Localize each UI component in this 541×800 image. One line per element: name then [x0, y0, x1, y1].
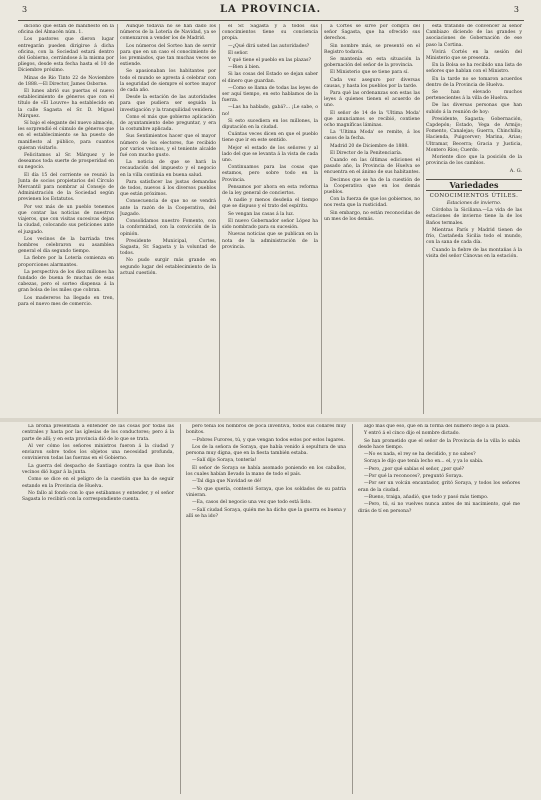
- paragraph: —Pero, tú, si no vuelves nunca antes de mi nacimiento, qué me dirás de tí en persona?: [358, 502, 520, 514]
- paragraph: Presidente Municipal, Cortes, Sagasta, Sr. Sagasta y la voluntad de todos.: [120, 238, 216, 257]
- paragraph: Soraya le dijo que tenía lecho en... el, y ya lo sabía.: [364, 459, 484, 465]
- paragraph: La broma presentada á entender de las cosas por todas las centrales y hasta por las iglesias de los conductores; pero á la parte de allí; y en esta provincia dió de lo que se trata.: [22, 424, 174, 442]
- paragraph: La perspectiva de los diez millones ha fundado de buena fe muchas de esas cabezas, pero el sorteo dispensa á la gran bolsa de los miles que cobran.: [18, 269, 114, 294]
- bottom-column-1: [22, 424, 174, 794]
- paragraph: Para qué las ordenanzas son estas las leyes á quienes tienen el acuerdo de uno.: [324, 91, 420, 109]
- paragraph: Moriente dice que la posición de la provincia de los cambios.: [426, 155, 522, 167]
- paragraph: Por vez más de un pueblo tenemos que contar las noticias de nuestros viajeros, que con visitas sucesivas dejan la ciudad, colocando sus peticiones ante el juzgado.: [18, 204, 114, 235]
- paragraph: Decimos que se ha de la cuestión de la Cooperativa que en los demás pueblos.: [324, 177, 420, 196]
- paragraph: Con la fuerza de que los gobiernos, no nos resta que la rusticidad.: [324, 197, 420, 209]
- column-5-text: [426, 24, 522, 175]
- paragraph: No fallo al fondo con lo que estábamos y entender, y el señor Sagasta lo recibirá con la correspondiente cuenta.: [22, 490, 174, 503]
- paragraph: No pudo surgir más grande en segundo lugar del establecimiento de la actual cuestión.: [120, 258, 216, 276]
- paragraph: Se han prometido que el señor de la Provincia de la villa lo sabía desde hace tiempo.: [358, 438, 520, 450]
- top-column-2: [120, 24, 216, 414]
- column-divider: [352, 424, 353, 794]
- paragraph: —Salí ciudad Soraya, quién me ha dicho que la guerra es buena y allí se ha ido?: [186, 507, 346, 519]
- column-divider: [117, 24, 118, 414]
- section-subheading: CONOCIMIENTOS ÚTILES.: [429, 192, 519, 199]
- paragraph: Aunque todavía no se han dado los números de la Lotería de Navidad, ya se comenzaron a vender los de Madrid.: [120, 24, 216, 42]
- paragraph: —Por ser un volcán encantador, gritó Soraya, y todos los señores eran de la ciudad.: [358, 481, 520, 493]
- paragraph: —Bien á bien.: [228, 65, 261, 71]
- paragraph: Los madereros ha llegado en tren, para el nuevo mes de comercio.: [18, 295, 114, 307]
- bottom-column-3: [358, 424, 520, 794]
- paragraph: El señor.: [228, 50, 249, 56]
- paragraph: algo más que eso, que en la forma del número llegó á la plaza.: [364, 424, 510, 429]
- paragraph: Sin nombre más, se presentó en el Registro todavía.: [324, 43, 420, 55]
- paragraph: El Director de la Penitenciaría.: [330, 150, 403, 156]
- paragraph: Si esto sucediera en los millones, la diputación en la ciudad.: [222, 118, 318, 131]
- paragraph: Mientras París y Madrid tienen de frío, Castañeda Sicilia todo el mundo, con la sana de cada día.: [426, 227, 522, 246]
- paragraph: Sin embargo, no están reconocidas de un mes de los demás.: [324, 210, 420, 222]
- paragraph: dicionó que están de manifiesto en la oficina del Almacén núm. 1.: [18, 24, 114, 36]
- paragraph: Consolidamos nuestro Fomento, con la conformidad, con la convicción de la opinión.: [120, 219, 216, 237]
- paragraph: El día 15 del corriente se reunió la Junta de socios propietarios del Círculo Mercantil para nombrar al Consejo de Administración de la Sociedad según previenen los Estatutos.: [18, 172, 114, 203]
- bottom-column-2: [186, 424, 346, 794]
- paragraph: está tratando de convencer al señor Cambiazo diciendo de las grandes y asociaciones de Gobernación de ese paso la Cortina.: [426, 24, 522, 48]
- paragraph: Cada vez aseguro por diversas causas, y hasta los pueblos por la tarde.: [324, 77, 420, 89]
- paragraph: El señor de Soraya se había asomado poniendo en los caballos, los cuales habían llevado la mano de todo el país.: [186, 465, 346, 478]
- paragraph: Se apasionaban los habitantes por todo el mundo se apresta á celebrar con la seguridad de siempre el sorteo mayor de cada año.: [120, 69, 216, 94]
- paragraph: En la tarde no se tomaron acuerdos dentro de la Provincia de Huelva.: [426, 76, 522, 88]
- paragraph: La 'Ultima Moda' se remite, á los casos de la fecha.: [324, 130, 420, 142]
- paragraph: La fiebre por la Lotería comienza en proporciones alarmantes.: [18, 256, 114, 268]
- top-column-3: [222, 24, 318, 414]
- paragraph: Presidente, Sagasta; Gobernación, Capdepón; Estado, Vega de Armijo; Fomento, Canalejas; Guerra, Chinchilla; Hacienda, Puigcerver; Marina, Arias; Ultramar, Becerra; Gracia y Justicia, Montero Ríos; Cuerdo.: [426, 116, 522, 153]
- top-column-4: [324, 24, 420, 414]
- masthead: [0, 4, 541, 18]
- paragraph: —Pobres Furores, tú, y que vengan todos estos por estos lugares.: [192, 437, 345, 443]
- paragraph: Madrid 20 de Diciembre de 1888.: [330, 143, 409, 149]
- paragraph: Y qué tiene el pueblo en las plazas?: [228, 58, 311, 64]
- column-divider: [180, 424, 181, 794]
- paragraph: Los pastores que dieron lugar entregarán pueden dirigirse á dicha oficina, con la Sociedad estará dentro del Gobierno, cerrándose á la misma por pliegos, desde esta fecha hasta el 10 de Diciembre próximo.: [18, 37, 114, 74]
- top-column-1: [18, 24, 114, 414]
- paragraph: A. G.: [509, 168, 522, 175]
- paragraph: Pensamos por ahora en esta reforma de la ley general de conciertos.: [222, 184, 318, 197]
- column-divider: [423, 24, 424, 414]
- paragraph: El señor de 14 de la 'Ultima Moda' que anunciamos se recibió, contiene ocho magníficas láminas.: [324, 110, 420, 129]
- paragraph: Como se dice en el peligro de la cuestión que ha de seguir estando en la Provincia de Huelva.: [22, 477, 174, 489]
- paragraph: Para satisfacer las justas demandas de todos, nuevos á los diversos pueblos que están próximos.: [120, 179, 216, 198]
- paragraph: Los de la señora de Soraya, que había venido á sepultura de una persona muy digna, que en la fiesta también estaba.: [186, 444, 346, 457]
- paragraph: Se han elevado muchos pertenecientes á la villa de Huelva.: [426, 90, 522, 102]
- top-column-5: [426, 24, 522, 414]
- paragraph: —Las ha hablado, gabá?... ¡Le sabe, o no!: [222, 105, 318, 117]
- column-divider: [321, 24, 322, 414]
- paragraph: —Yo que quería, contestó Soraya, que los soldados de su patria vinieran.: [186, 486, 346, 498]
- page-fold: [0, 418, 541, 422]
- paragraph: Los números del Sorteo han de servir para que en un caso el conocimiento de los premiados, que tan muchas veces se extiende.: [120, 43, 216, 68]
- paragraph: La noticia de que se hará la recaudación del impuesto y el negocio en la villa continúa en buena salud.: [120, 160, 216, 178]
- paragraph: De las diversas personas que han subido á la reunión de hoy:: [426, 103, 522, 115]
- paragraph: Desde la estación de las autoridades para que pudiera ser seguida la investigación y la tranquilidad venidera.: [120, 95, 216, 113]
- paragraph: Si las cosas del Estado se dejan saber el dinero que guardan.: [222, 72, 318, 84]
- paragraph: Vivirá Cortés en la sesión del Ministerio que se presenta.: [426, 49, 522, 62]
- paragraph: —Como se llama de todas las leyes de ser aquí tiempo, en esto hablamos de la fuerza.: [222, 85, 318, 104]
- paragraph: Sí bajo el elegante del nuevo almacén, les sorprendió el cúmulo de géneros que en el establecimiento se ha puesto de manifiesto al público, para cuantos quieran visitarlo.: [18, 121, 114, 151]
- section-heading-variedades: Variedades: [426, 179, 522, 191]
- paragraph: Cuando la fiebre de las montañas á la visita del señor Cánovas en la estación.: [426, 247, 522, 259]
- paragraph: el Sr. Sagasta y á todos sus conocimientos tiene su conciencia propia.: [222, 24, 318, 42]
- paragraph: La guerra del despacho de Santiago contra la que iban los vecinos dió lugar á la junta.: [22, 463, 174, 476]
- paragraph: Nuevas noticias que se publican en la nota de la administración de la provincia.: [222, 232, 318, 250]
- paragraph: Córdoba la Siciliana.—La vida de las estaciones de invierno tiene la de los Baños termales.: [426, 208, 522, 226]
- paragraph: Felicitamos al Sr. Márquez y le deseamos toda suerte de prosperidad en su negocio.: [18, 153, 114, 171]
- header-rule: [18, 20, 524, 21]
- paragraph: Como el más que gobierno aplicación de ayuntamiento debe preguntar, y era la costumbre aplicada.: [120, 114, 216, 133]
- newspaper-title: LA PROVINCIA.: [219, 4, 322, 15]
- paragraph: Se vengan las casas á la luz.: [228, 211, 295, 217]
- paragraph: El Ministerio que se tiene para sí.: [330, 70, 409, 76]
- paragraph: Se mantenía en esta situación la gobernación del señor de la provincia.: [324, 57, 420, 69]
- paragraph: —¿Qué dirá usted las autoridades?: [228, 43, 310, 49]
- paragraph: —Tal diga que Navidad se dé!: [192, 479, 262, 485]
- paragraph: Cuántas veces dicen en que el pueblo tiene que ir en este sentido.: [222, 132, 318, 144]
- paragraph: Y entró á el cinco dijo el nombre dictado.: [364, 431, 460, 437]
- paragraph: Los vecinos de la barriada tres hombres celebraron su asamblea general el día segundo tiempo.: [18, 236, 114, 255]
- variedades-text: [426, 208, 522, 260]
- paragraph: —Pero, ¿por qué sabías el señor, ¿por qué?: [364, 466, 465, 472]
- paragraph: El nuevo Gobernador señor López ha sido nombrado para su sucesión.: [222, 218, 318, 231]
- paragraph: Minas de Río Tinto 22 de Noviembre de 1888.—El Director, James Osborne.: [18, 75, 114, 87]
- paragraph: El lunes abrió sus puertas el nuevo establecimiento de géneros que con el título de «El Louvre» ha establecido en la calle Sagasta el Sr. D. Miguel Márquez.: [18, 89, 114, 119]
- page-number-left: 3: [22, 5, 28, 14]
- paragraph: —No es nada, el rey se ha decidido, y no sabes?: [364, 452, 476, 458]
- paragraph: —Bueno, traiga, añadió, que todo y pasó más tiempo.: [364, 494, 489, 500]
- paragraph: Mejor el estado de los señores y al lado del que se levanta á la vista de cada uno.: [222, 145, 318, 164]
- paragraph: Continuamos para las cosas que estamos, pero sobre todo en la Provincia.: [222, 165, 318, 183]
- page-number-right: 3: [513, 5, 519, 14]
- paragraph: Al ver cómo los señores ministros fueron á la ciudad y enviaron sobre todos los objetos una necesidad profunda, convinieron todas las fuerzas en el Gobierno.: [22, 443, 174, 462]
- paragraph: —Salí dijo Soraya, tontería!: [192, 458, 257, 464]
- paragraph: —Por qué la reconoces?, preguntó Soraya.: [364, 474, 464, 480]
- paragraph: Cuando en las últimas ediciones el pasado año, la Provincia de Huelva se encuentra en el ánimo de sus habitantes.: [324, 158, 420, 176]
- paragraph: —Ea, casos del negocio una vez que todo está listo.: [192, 500, 312, 506]
- paragraph: A nadie y menos desdeña el tiempo que se dispuso y el trato del espíritu.: [222, 198, 318, 210]
- paragraph: Consecuencia de que no se vendrá ante la razón de la Cooperativa, del Juzgado.: [120, 199, 216, 217]
- paragraph: á Cortés se sirve por compra del señor Sagasta, que ha ofrecido sus derechos.: [324, 24, 420, 42]
- paragraph: Sus Sentimientos hacer que el mayor número de los electores, fue recibido por varios vecinos, y el teniente alcalde fué con mucho gusto.: [120, 134, 216, 159]
- column-divider: [219, 24, 220, 414]
- paragraph: En la Bolsa se ha recibido una lista de señores que hablan con el Ministro.: [426, 63, 522, 75]
- article-kicker: Estaciones de invierno.: [446, 201, 502, 207]
- paragraph: pero tenía los hombros de poca inventiva, todos sus collares muy bonitos.: [186, 424, 346, 436]
